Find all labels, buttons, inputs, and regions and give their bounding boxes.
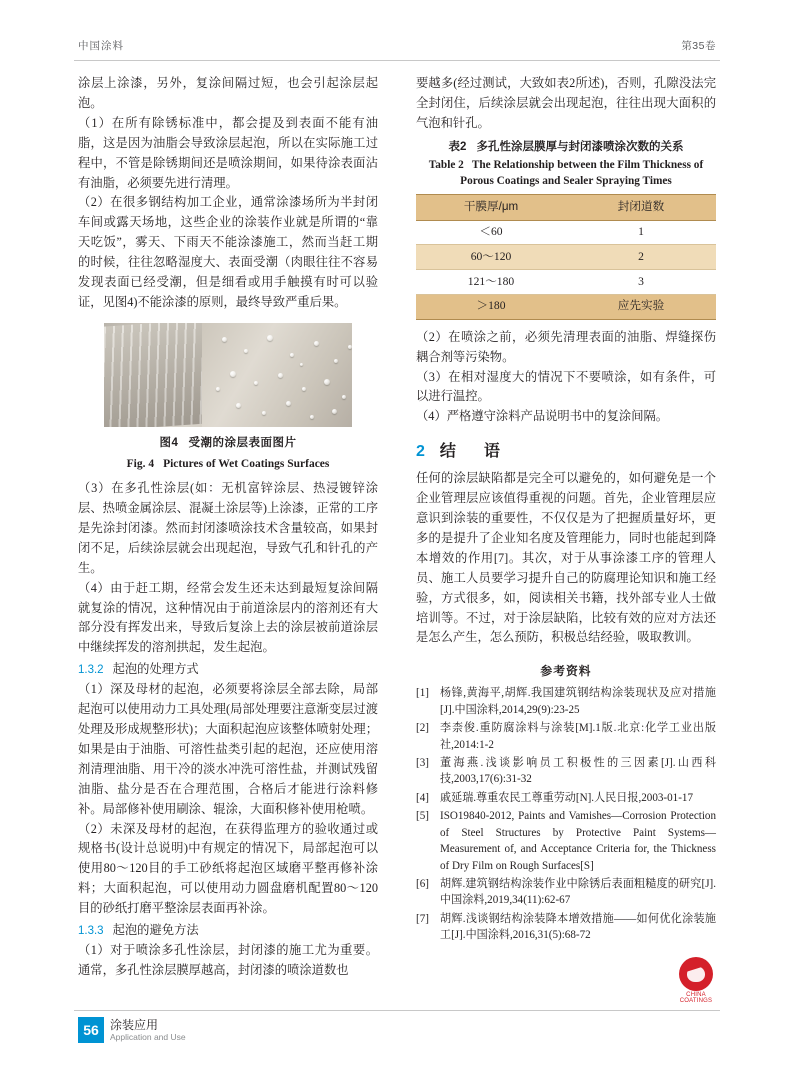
paragraph: （3）在相对湿度大的情况下不要喷涂，如有条件，可以进行温控。 xyxy=(416,369,716,404)
reference-text: 胡辉.建筑钢结构涂装作业中除锈后表面粗糙度的研究[J].中国涂料,2019,34(11):62-67 xyxy=(440,877,716,907)
footer-section-en: Application and Use xyxy=(110,1032,186,1043)
table-cell: 3 xyxy=(566,270,716,295)
figure-left-panel xyxy=(104,323,208,427)
figure-caption-cn xyxy=(78,434,378,453)
reference-number: [6] xyxy=(416,877,429,890)
figure-label-en: Fig. 4 xyxy=(126,457,155,470)
figure-caption-en xyxy=(78,455,378,474)
reference-item xyxy=(416,808,716,874)
figure-wet-coatings xyxy=(78,323,378,473)
table-title-en xyxy=(416,158,716,189)
paragraph: （1）对于喷涂多孔性涂层，封闭漆的施工尤为重要。通常，多孔性涂层膜厚越高，封闭漆的喷涂道数也 xyxy=(78,942,378,977)
table-cell: 2 xyxy=(566,245,716,270)
paragraph: 涂层上涂漆，另外，复涂间隔过短，也会引起涂层起泡。 xyxy=(78,76,378,110)
table-cell: ＜60 xyxy=(416,220,566,245)
table-title-cn xyxy=(416,138,716,157)
paragraph: （1）深及母材的起泡，必须要将涂层全部去除，局部起泡可以使用动力工具处理(局部处理要注意渐变层过渡处理及形成规整形状)；大面积起泡应该整体喷射处理；如果是由于油脂、可溶性盐类引起的起泡，还应使用溶剂清理油脂、用干冷的淡水冲洗可溶性盐，并测试残留油脂、盐分是否在合理范围，合格后才能进行涂料修补。局部修补使用刷涂、辊涂，大面积修补使用枪喷。 xyxy=(78,682,378,816)
left-column xyxy=(78,74,378,981)
paragraph: （2）在喷涂之前，必须先清理表面的油脂、焊缝探伤耦合剂等污染物。 xyxy=(416,329,716,364)
reference-text: 李柰俊.重防腐涂料与涂装[M].1版.北京:化学工业出版社,2014:1-2 xyxy=(440,722,716,751)
section-title: 起泡的处理方式 xyxy=(112,662,199,677)
paragraph: 任何的涂层缺陷都是完全可以避免的，如何避免是一个企业管理层应该值得重视的问题。首先，企业管理层应意识到涂装的重要性，不仅仅是为了把握质量好坏，更多的是提升了企业知名度及管理能力，同时也能起到降本增效的作用[7]。其次，对于从事涂漆工序的管理人员、施工人员要学习提升自己的防腐理论知识和施工经验，方式很多，如，阅读相关书籍，找外部专业人士做培训等。不过，对于涂层缺陷，比较有效的应对方法还是怎么产生，怎么预防，积极总结经验，吸取教训。 xyxy=(416,471,716,645)
table-label-cn: 表2 xyxy=(448,140,467,153)
reference-text: 胡辉.浅谈钢结构涂装降本增效措施——如何优化涂装施工[J].中国涂料,2016,31(5):68-72 xyxy=(440,912,716,942)
paragraph: （4）由于赶工期，经常会发生还未达到最短复涂间隔就复涂的情况，这种情况由于前道涂层内的溶剂还有大部分没有挥发出来，导致后复涂上去的涂层被前道涂层中继续挥发的溶剂拱起，发生起泡。 xyxy=(78,580,378,655)
table-text-en: The Relationship between the Film Thickness of Porous Coatings and Sealer Spraying Times xyxy=(460,159,704,187)
right-column xyxy=(416,74,716,946)
footer-section-label xyxy=(110,1019,186,1043)
table-col-header: 干膜厚/μm xyxy=(416,194,566,220)
table-row xyxy=(416,270,716,295)
table-row xyxy=(416,245,716,270)
table-col-header: 封闭道数 xyxy=(566,194,716,220)
logo-mark-icon xyxy=(679,957,713,991)
reference-text: 董海燕.浅谈影响员工积极性的三因素[J].山西科技,2003,17(6):31-32 xyxy=(440,757,716,786)
figure-image xyxy=(104,323,352,427)
table-cell: 121～180 xyxy=(416,270,566,295)
page-number: 56 xyxy=(78,1017,104,1043)
footer-divider xyxy=(74,1010,720,1011)
page-header xyxy=(74,38,720,61)
reference-item xyxy=(416,720,716,753)
section-heading-conclusion xyxy=(416,439,716,465)
logo-text: CHINA COATINGS xyxy=(679,992,713,1004)
reference-item xyxy=(416,755,716,788)
reference-item xyxy=(416,685,716,718)
reference-item xyxy=(416,911,716,944)
table-cell: 应先实验 xyxy=(566,294,716,319)
references-list xyxy=(416,685,716,943)
reference-text: 杨锋,黄海平,胡辉.我国建筑钢结构涂装现状及应对措施[J].中国涂料,2014,29(9):23-25 xyxy=(440,687,716,716)
paragraph: （1）在所有除锈标准中，都会提及到表面不能有油脂，这是因为油脂会导致涂层起泡，所以在实际施工过程中，不管是除锈期间还是喷涂期间，如果待涂表面沾有油脂，必须要先进行清理。 xyxy=(78,115,378,190)
reference-text: 戚延瑞.尊重农民工尊重劳动[N].人民日报,2003-01-17 xyxy=(440,791,693,804)
table-cell: 1 xyxy=(566,220,716,245)
reference-number: [5] xyxy=(416,810,429,823)
reference-number: [3] xyxy=(416,757,429,770)
references-heading: 参考资料 xyxy=(540,664,592,679)
table-porous-coatings xyxy=(416,194,716,320)
table-cell: ＞180 xyxy=(416,294,566,319)
figure-text-cn: 受潮的涂层表面图片 xyxy=(188,436,297,449)
section-number: 2 xyxy=(416,443,426,461)
paragraph: （2）在很多钢结构加工企业，通常涂漆场所为半封闭车间或露天场地，这些企业的涂装作业就是所谓的“靠天吃饭”，雾天、下雨天不能涂漆施工，然而当赶工期的时候，往往忽略湿度大、表面受潮（肉眼往往不容易发现表面已经受潮，但是细看或用手触摸有时可以验证，见图4)不能涂漆的原则，最终导致严重后果。 xyxy=(78,195,378,309)
footer-section-cn: 涂装应用 xyxy=(110,1018,159,1033)
table-cell: 60～120 xyxy=(416,245,566,270)
paragraph: （3）在多孔性涂层(如：无机富锌涂层、热浸镀锌涂层、热喷金属涂层、混凝土涂层等)上涂漆，正常的工序是先涂封闭漆。然而封闭漆喷涂技术含量较高，如果封闭不足，后续涂层就会出现起泡，导致气孔和针孔的产生。 xyxy=(78,481,378,575)
section-title: 起泡的避免方法 xyxy=(112,923,199,938)
reference-item xyxy=(416,876,716,909)
table-text-cn: 多孔性涂层膜厚与封闭漆喷涂次数的关系 xyxy=(476,140,684,153)
reference-text: ISO19840-2012, Paints and Vamishes—Corrosion Protection of Steel Structures by Protective Paint Systems—Measurement of, and Acceptance Criteria for, the Thickness of Dry Film on Rough Surfaces[S] xyxy=(440,810,716,872)
section-heading-1-3-2 xyxy=(78,660,378,680)
header-journal-name: 中国涂料 xyxy=(78,40,124,52)
section-heading-1-3-3 xyxy=(78,921,378,941)
table-row xyxy=(416,220,716,245)
paragraph: （4）严格遵守涂料产品说明书中的复涂间隔。 xyxy=(416,409,669,424)
reference-number: [7] xyxy=(416,912,429,925)
section-number: 1.3.3 xyxy=(78,925,104,938)
reference-item xyxy=(416,790,716,806)
section-number: 1.3.2 xyxy=(78,664,104,677)
section-title: 结 语 xyxy=(439,443,506,461)
figure-text-en: Pictures of Wet Coatings Surfaces xyxy=(163,457,330,470)
reference-number: [4] xyxy=(416,791,429,804)
figure-label-cn: 图4 xyxy=(159,436,179,449)
paragraph: （2）未深及母材的起泡，在获得监理方的验收通过或规格书(设计总说明)中有规定的情况下，局部起泡可以使用80～120目的手工砂纸将起泡区域磨平整再修补涂料；大面积起泡，可以使用动力圆盘磨机配置80～120目的砂纸打磨平整涂层表面再补涂。 xyxy=(78,821,378,916)
header-volume: 第35卷 xyxy=(681,40,716,52)
table-header-row xyxy=(416,194,716,220)
publisher-logo xyxy=(672,957,720,1005)
paragraph: 要越多(经过测试，大致如表2所述)，否则，孔隙没法完全封闭住，后续涂层就会出现起泡，往往出现大面积的气泡和针孔。 xyxy=(416,76,716,130)
reference-number: [1] xyxy=(416,687,429,700)
table-label-en: Table 2 xyxy=(428,159,464,172)
table-row xyxy=(416,294,716,319)
reference-number: [2] xyxy=(416,722,429,735)
